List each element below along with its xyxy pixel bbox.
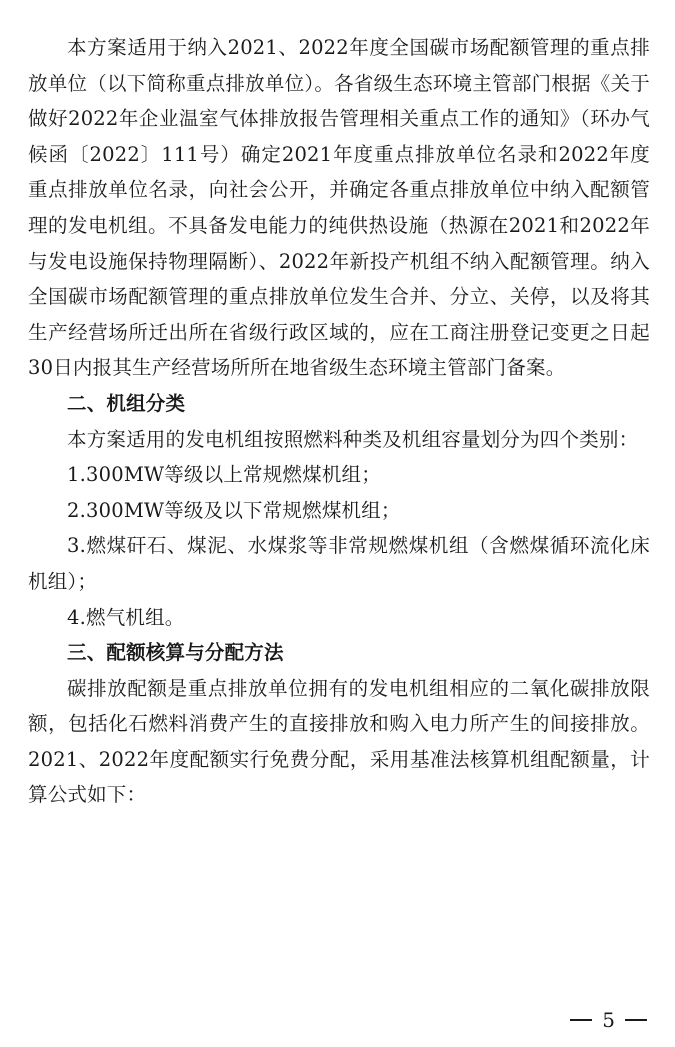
- page-number: 5: [602, 1008, 615, 1032]
- section-heading-unit-classification: 二、机组分类: [67, 391, 186, 415]
- list-item-1: 1.300MW等级以上常规燃煤机组；: [67, 463, 381, 487]
- dash-left: [570, 1019, 592, 1021]
- paragraph-scope: 本方案适用于纳入2021、2022年度全国碳市场配额管理的重点排放单位（以下简称重点排放单位）。各省级生态环境主管部门根据《关于做好2022年企业温室气体排放报告管理相关重点工作的通知》（环办气候函〔2022〕111号）确定2021年度重点排放单位名录和2022年度重点排放单位名录，向社会公开，并确定各重点排放单位中纳入配额管理的发电机组。不具备发电能力的纯供热设施（热源在2021和2022年与发电设施保持物理隔断）、2022年新投产机组不纳入配额管理。纳入全国碳市场配额管理的重点排放单位发生合并、分立、关停，以及将其生产经营场所迁出所在省级行政区域的，应在工商注册登记变更之日起30日内报其生产经营场所所在地省级生态环境主管部门备案。: [28, 36, 650, 380]
- dash-right: [625, 1019, 647, 1021]
- paragraph-allocation-method: 碳排放配额是重点排放单位拥有的发电机组相应的二氧化碳排放限额，包括化石燃料消费产生的直接排放和购入电力所产生的间接排放。2021、2022年度配额实行免费分配，采用基准法核算机组配额量，计算公式如下：: [28, 676, 650, 807]
- page-footer: [570, 1006, 647, 1034]
- list-item-4: 4.燃气机组。: [67, 605, 185, 629]
- paragraph-classification-intro: 本方案适用的发电机组按照燃料种类及机组容量划分为四个类别：: [67, 427, 639, 451]
- document-body: [28, 30, 650, 813]
- section-heading-allocation-method: 三、配额核算与分配方法: [67, 641, 284, 665]
- list-item-2: 2.300MW等级及以下常规燃煤机组；: [67, 498, 401, 522]
- list-item-3: 3.燃煤矸石、煤泥、水煤浆等非常规燃煤机组（含燃煤循环流化床机组）；: [28, 534, 650, 593]
